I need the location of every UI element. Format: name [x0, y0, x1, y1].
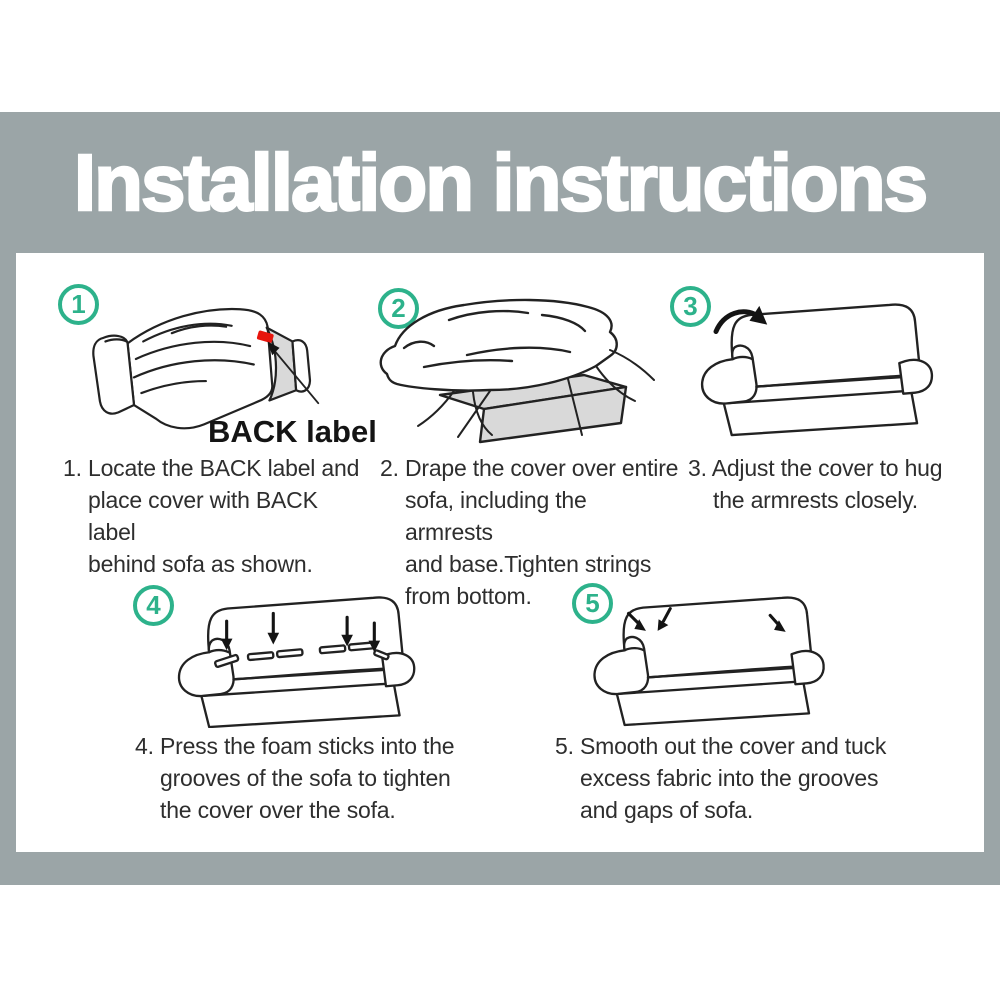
- frame-left-border: [0, 253, 16, 885]
- instruction-line: 1. Locate the BACK label and: [63, 455, 360, 481]
- instruction-line: excess fabric into the grooves: [580, 765, 879, 791]
- sofa-adjust-illustration: [686, 300, 948, 438]
- step-2: [370, 283, 682, 609]
- step-1-number-badge: 1: [58, 284, 99, 325]
- smooth-tuck-illustration: [580, 592, 842, 728]
- step-5: [552, 580, 942, 825]
- instruction-line: the armrests closely.: [713, 487, 918, 513]
- instruction-line: 4. Press the foam sticks into the: [135, 733, 455, 759]
- title-banner: [0, 112, 1000, 253]
- instruction-line: behind sofa as shown.: [88, 551, 313, 577]
- foam-stick: [320, 645, 346, 653]
- instruction-line: 3. Adjust the cover to hug: [688, 455, 943, 481]
- instruction-line: grooves of the sofa to tighten: [160, 765, 451, 791]
- step-1: [55, 280, 377, 577]
- instruction-line: the cover over the sofa.: [160, 797, 396, 823]
- foam-stick: [248, 652, 274, 660]
- step-1-instruction: [63, 452, 368, 580]
- instruction-line: sofa, including the armrests: [405, 487, 587, 545]
- step-4-instruction: [135, 730, 475, 826]
- instruction-line: from bottom.: [405, 583, 532, 609]
- step-3-number-badge: 3: [670, 286, 711, 327]
- step-3: [665, 281, 965, 513]
- foam-sticks-illustration: [166, 592, 434, 728]
- step-5-number-badge: 5: [572, 583, 613, 624]
- step-2-number-badge: 2: [378, 288, 419, 329]
- instruction-line: and gaps of sofa.: [580, 797, 754, 823]
- frame-bottom-border: [0, 852, 1000, 885]
- instruction-line: and base.Tighten strings: [405, 551, 652, 577]
- draped-cover-illustration: [372, 295, 677, 445]
- step-4-number-badge: 4: [133, 585, 174, 626]
- step-5-instruction: [555, 730, 930, 826]
- foam-stick: [277, 649, 303, 657]
- tie-string: [610, 350, 654, 380]
- page-title: Installation instructions: [73, 137, 927, 227]
- step-4: [130, 582, 480, 827]
- instruction-line: place cover with BACK label: [88, 487, 318, 545]
- frame-right-border: [984, 253, 1000, 885]
- instruction-line: 2. Drape the cover over entire: [380, 455, 679, 481]
- step-3-instruction: [688, 452, 963, 516]
- instruction-line: 5. Smooth out the cover and tuck: [555, 733, 887, 759]
- back-label-callout: BACK label: [208, 414, 377, 449]
